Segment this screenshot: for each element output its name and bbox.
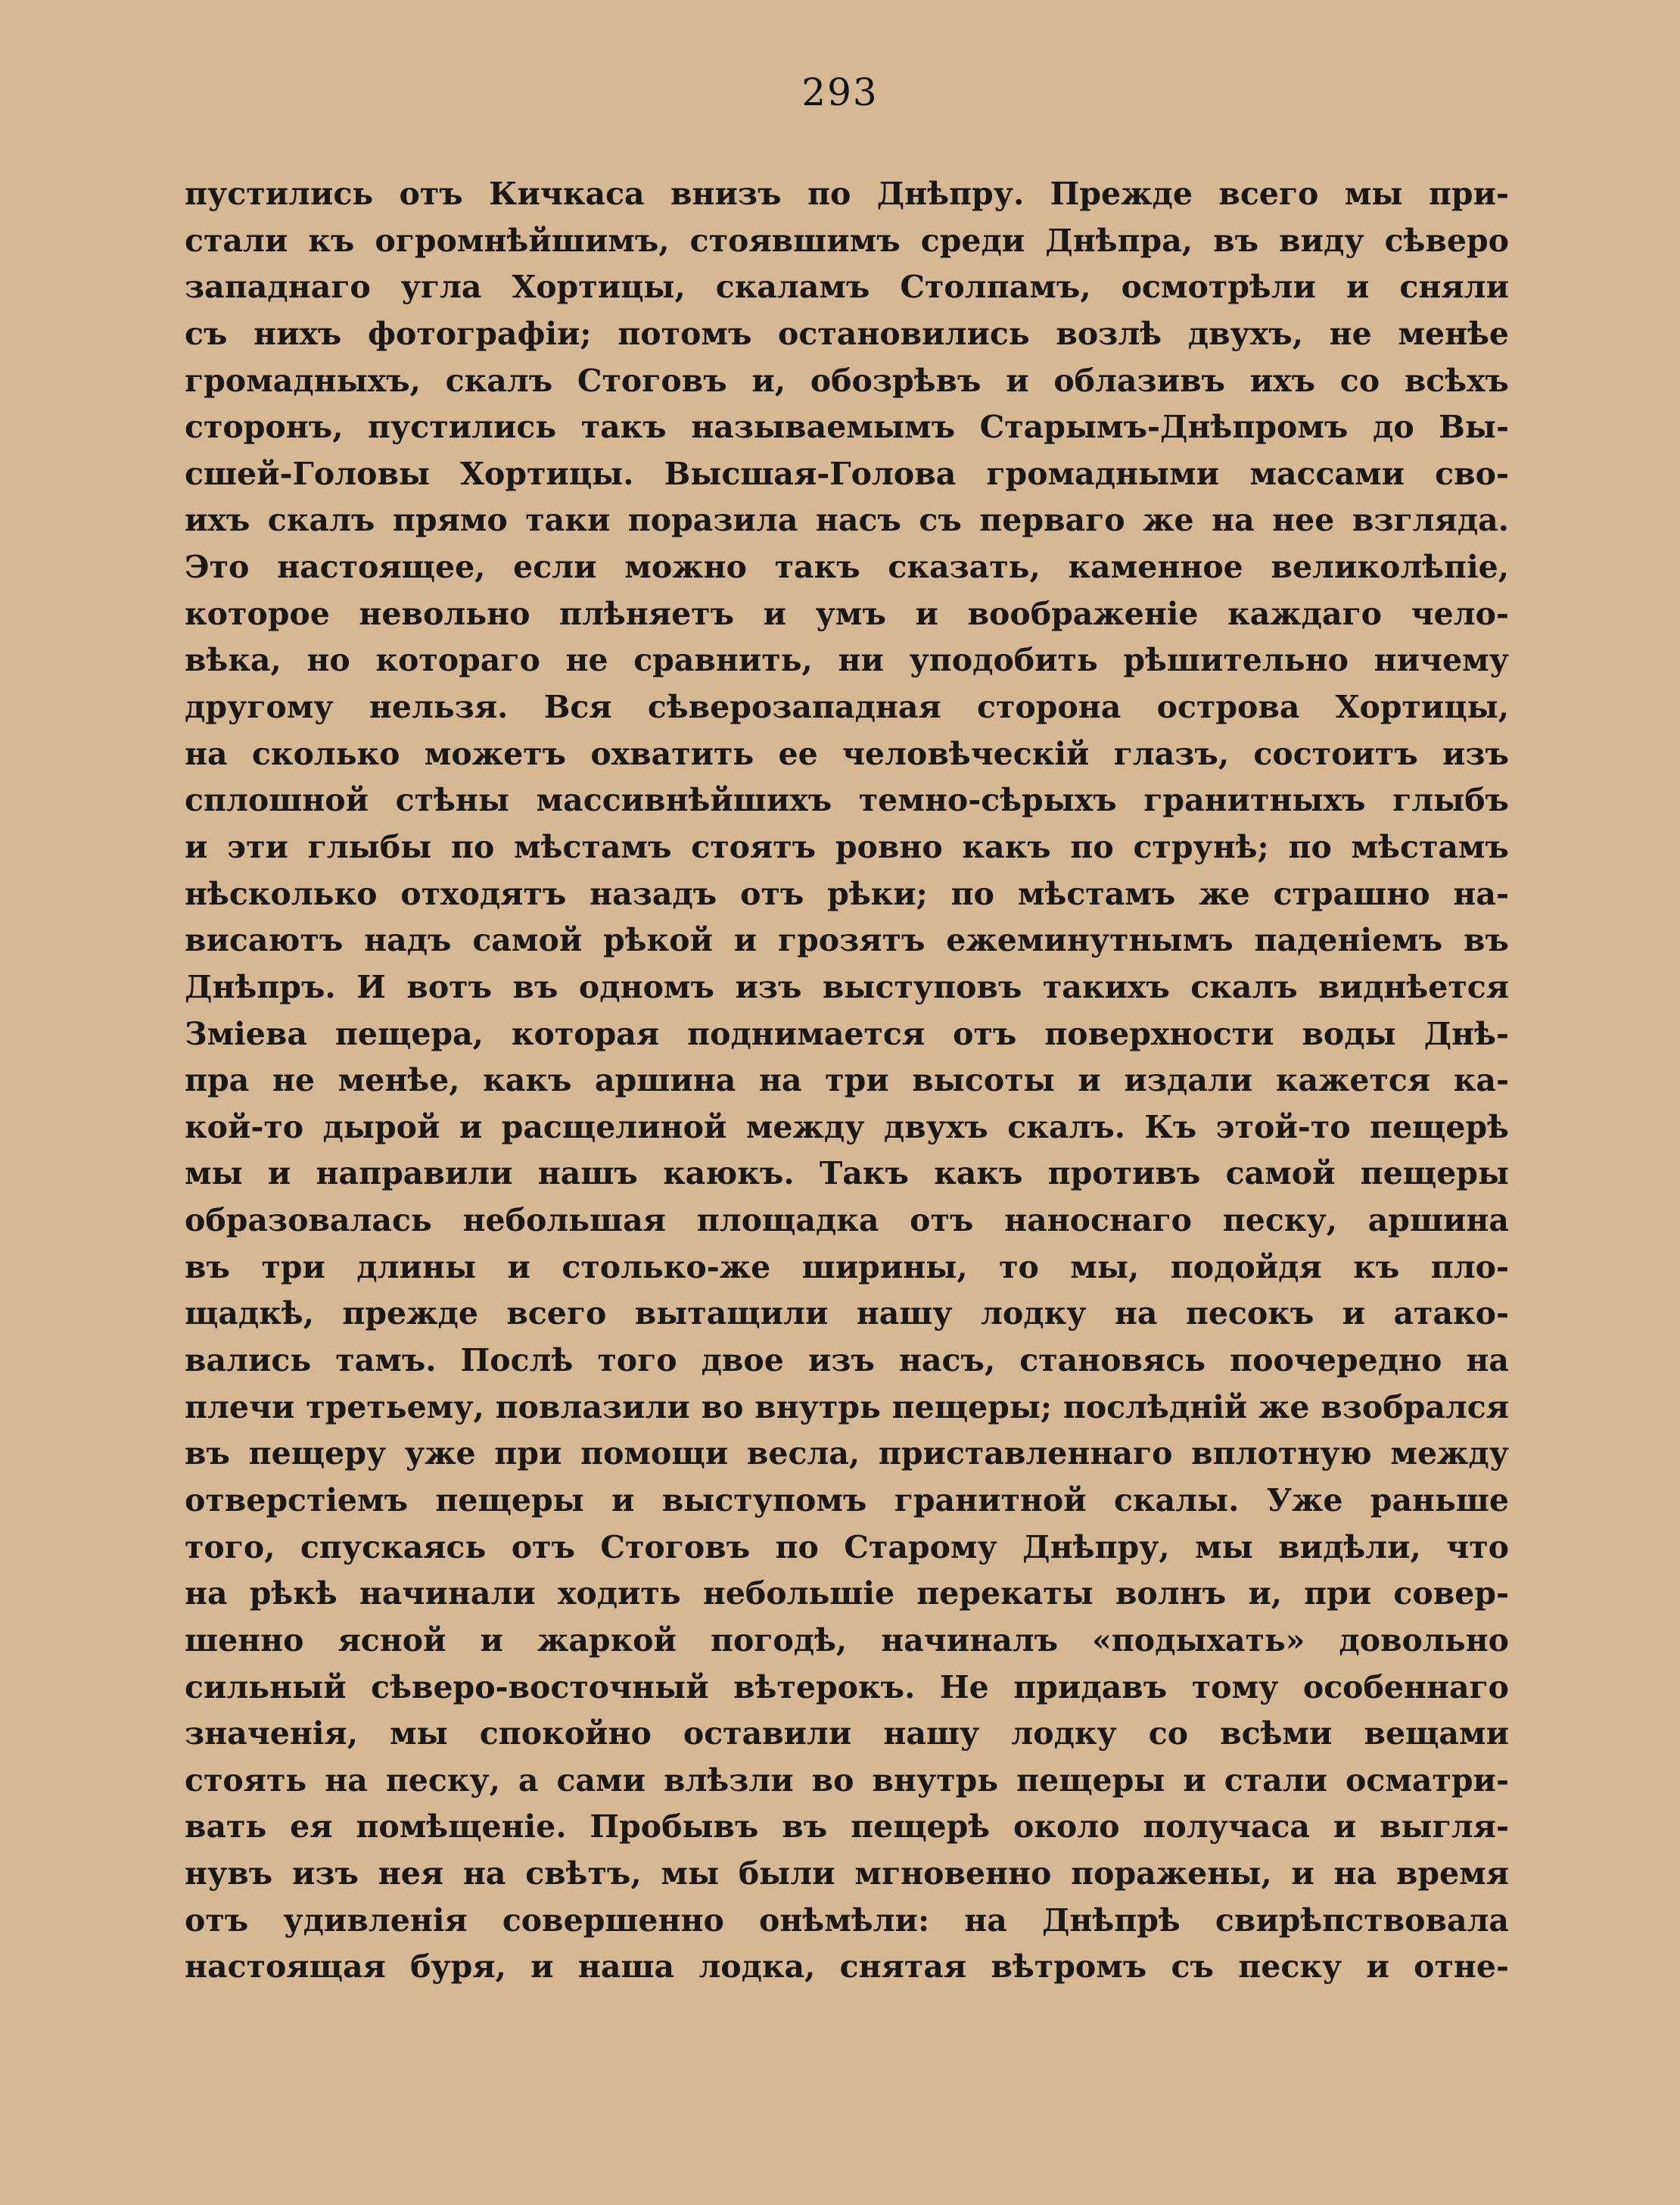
text-line: настоящая буря, и наша лодка, снятая вѣтромъ съ песку и отне-: [185, 1948, 1509, 1985]
text-line: значенія, мы спокойно оставили нашу лодку со всѣми вещами: [185, 1715, 1509, 1752]
text-line: отверстіемъ пещеры и выступомъ гранитной скалы. Уже раньше: [185, 1481, 1509, 1518]
text-line: которое невольно плѣняетъ и умъ и воображеніе каждаго чело-: [185, 595, 1509, 632]
text-line: Это настоящее, если можно такъ сказать, каменное великолѣпіе,: [185, 549, 1509, 586]
text-line: образовалась небольшая площадка отъ наноснаго песку, аршина: [185, 1202, 1509, 1239]
text-line: нувъ изъ нея на свѣтъ, мы были мгновенно поражены, и на время: [185, 1855, 1509, 1892]
text-line: Зміева пещера, которая поднимается отъ поверхности воды Днѣ-: [185, 1015, 1509, 1052]
text-line: плечи третьему, повлазили во внутрь пещеры; послѣдній же взобрался: [185, 1388, 1509, 1425]
text-line: шенно ясной и жаркой погодѣ, начиналъ «подыхать» довольно: [185, 1621, 1509, 1658]
text-line: висаютъ надъ самой рѣкой и грозятъ ежеминутнымъ паденіемъ въ: [185, 922, 1509, 959]
body-text: [185, 171, 1509, 1991]
text-line: ихъ скалъ прямо таки поразила насъ съ перваго же на нее взгляда.: [185, 502, 1509, 539]
text-line: сильный сѣверо-восточный вѣтерокъ. Не придавъ тому особеннаго: [185, 1668, 1509, 1705]
text-line: вались тамъ. Послѣ того двое изъ насъ, становясь поочередно на: [185, 1342, 1509, 1379]
text-line: пустились отъ Кичкаса внизъ по Днѣпру. Прежде всего мы при-: [185, 176, 1509, 212]
text-line: отъ удивленія совершенно онѣмѣли: на Днѣпрѣ свирѣпствовала: [185, 1901, 1509, 1939]
page-number: 293: [801, 70, 879, 114]
text-line: сплошной стѣны массивнѣйшихъ темно-сѣрыхъ гранитныхъ глыбъ: [185, 782, 1509, 819]
text-line: мы и направили нашъ каюкъ. Такъ какъ противъ самой пещеры: [185, 1155, 1509, 1192]
text-line: въ три длины и столько-же ширины, то мы, подойдя къ пло-: [185, 1248, 1509, 1285]
text-line: вѣка, но котораго не сравнить, ни уподобить рѣшительно ничему: [185, 642, 1509, 679]
text-line: стоять на песку, а сами влѣзли во внутрь пещеры и стали осматри-: [185, 1761, 1509, 1799]
text-line: другому нельзя. Вся сѣверозападная сторона острова Хортицы,: [185, 689, 1509, 726]
text-line: вать ея помѣщеніе. Пробывъ въ пещерѣ около получаса и выгля-: [185, 1808, 1509, 1845]
text-line: пра не менѣе, какъ аршина на три высоты и издали кажется ка-: [185, 1062, 1509, 1099]
text-line: и эти глыбы по мѣстамъ стоятъ ровно какъ по струнѣ; по мѣстамъ: [185, 828, 1509, 865]
text-line: сшей-Головы Хортицы. Высшая-Голова громадными массами сво-: [185, 455, 1509, 492]
text-line: кой-то дырой и расщелиной между двухъ скалъ. Къ этой-то пещерѣ: [185, 1108, 1509, 1145]
text-line: того, спускаясь отъ Стоговъ по Старому Днѣпру, мы видѣли, что: [185, 1528, 1509, 1565]
text-line: съ нихъ фотографіи; потомъ остановились возлѣ двухъ, не менѣе: [185, 315, 1509, 352]
text-line: нѣсколько отходятъ назадъ отъ рѣки; по мѣстамъ же страшно на-: [185, 875, 1509, 912]
text-line: стали къ огромнѣйшимъ, стоявшимъ среди Днѣпра, въ виду сѣверо: [185, 222, 1509, 259]
text-line: въ пещеру уже при помощи весла, приставленнаго вплотную между: [185, 1435, 1509, 1472]
text-line: щадкѣ, прежде всего вытащили нашу лодку на песокъ и атако-: [185, 1295, 1509, 1332]
text-line: сторонъ, пустились такъ называемымъ Старымъ-Днѣпромъ до Вы-: [185, 409, 1509, 446]
text-line: на сколько можетъ охватить ее человѣческій глазъ, состоитъ изъ: [185, 735, 1509, 772]
text-line: громадныхъ, скалъ Стоговъ и, обозрѣвъ и облазивъ ихъ со всѣхъ: [185, 362, 1509, 399]
text-line: западнаго угла Хортицы, скаламъ Столпамъ, осмотрѣли и сняли: [185, 269, 1509, 306]
text-line: Днѣпръ. И вотъ въ одномъ изъ выступовъ такихъ скалъ виднѣется: [185, 968, 1509, 1005]
text-line: на рѣкѣ начинали ходить небольшіе перекаты волнъ и, при совер-: [185, 1575, 1509, 1612]
